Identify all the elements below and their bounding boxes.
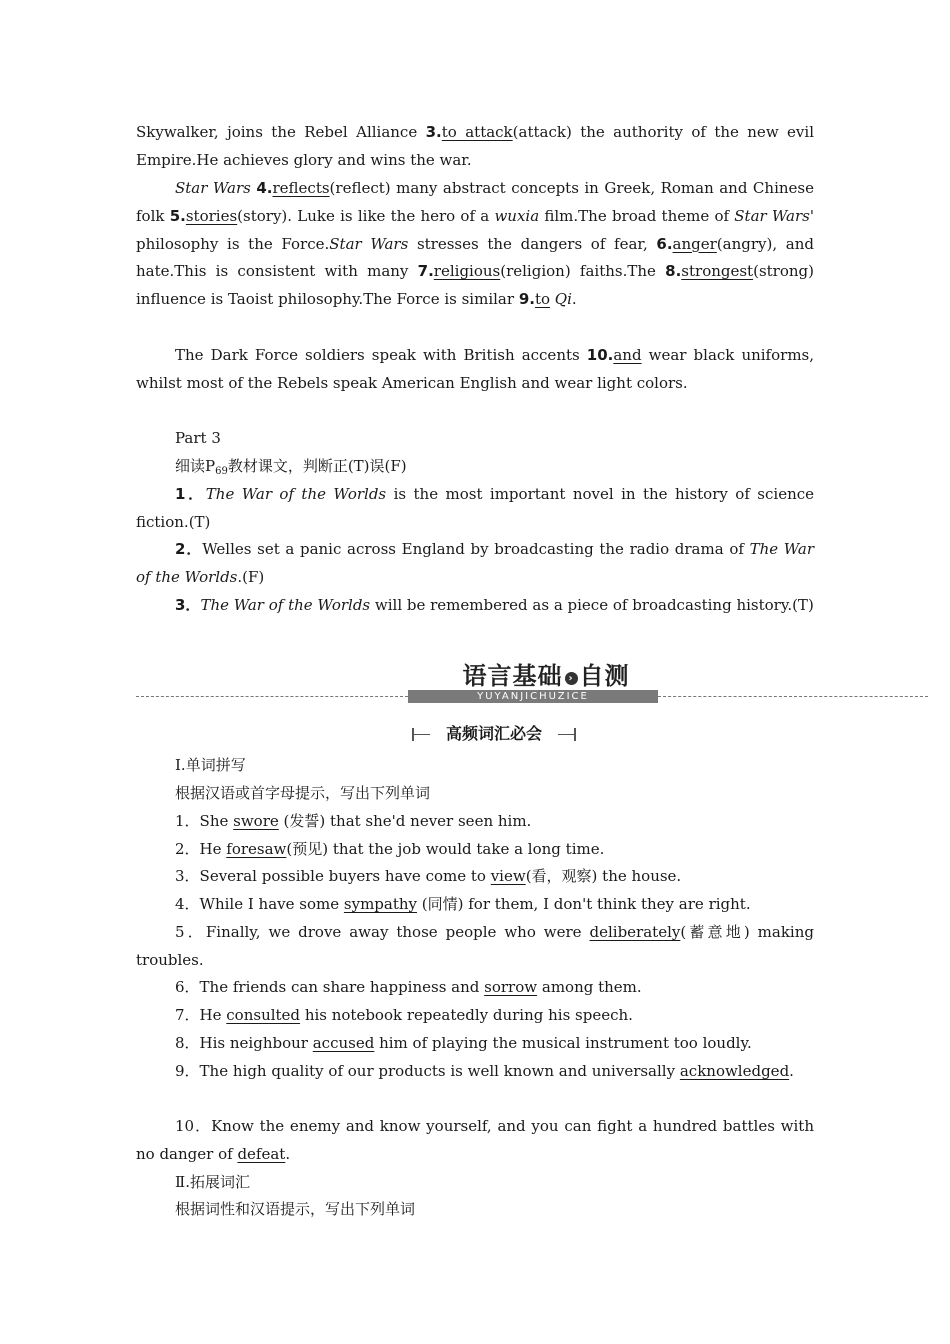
vocab-item-6: 6．The friends can share happiness and sorrow among them. xyxy=(175,978,642,996)
vocab-item-10: 10．Know the enemy and know yourself, and you can fight a hundred battles with no danger of defeat. xyxy=(136,1117,814,1163)
vocab-item-7: 7．He consulted his notebook repeatedly during his speech. xyxy=(175,1006,633,1024)
vocab-part1-instruction: 根据汉语或首字母提示，写出下列单词 xyxy=(175,784,431,802)
vocab-item-9: 9．The high quality of our products is well known and universally acknowledged. xyxy=(175,1062,794,1080)
section-label xyxy=(412,724,576,744)
part3-instruction: 细读$P_{69}$教材课文，判断正(T)误(F) xyxy=(175,457,407,477)
section-title: 高频词汇必会 xyxy=(430,724,558,744)
vocab-part2-heading: Ⅱ.拓展词汇 xyxy=(175,1173,250,1191)
paragraph-skywalker: Skywalker, joins the Rebel Alliance 3.to attack(attack) the authority of the new evil Empire.He achieves glory and wins the war. xyxy=(136,123,814,169)
paragraph-star-wars: Star Wars 4.reflects(reflect) many abstract concepts in Greek, Roman and Chinese folk 5.stories(story). Luke is like the hero of a wuxia film.The broad theme of Star Wars' philosophy is the Force.Star Wars stresses the dangers of fear, 6.anger(angry), and hate.This is consistent with many 7.religious(religion) faiths.The 8.strongest(strong) influence is Taoist philosophy.The Force is similar 9.to Qi. xyxy=(136,179,814,309)
banner-divider-right xyxy=(658,696,928,697)
answer-9: to xyxy=(534,290,551,309)
paragraph-dark-force: The Dark Force soldiers speak with British accents 10.and wear black uniforms, whilst most of the Rebels speak American English and wear light colors. xyxy=(136,346,815,392)
arrow-icon: › xyxy=(565,672,578,685)
vocab-item-8: 8．His neighbour accused him of playing the musical instrument too loudly. xyxy=(175,1034,752,1052)
answer-4: reflects xyxy=(272,179,330,197)
vocab-part1-heading: Ⅰ.单词拼写 xyxy=(175,756,246,774)
vocab-item-5: 5．Finally, we drove away those people who were deliberately(蓄意地) making troubles. xyxy=(136,923,814,969)
answer-10: and xyxy=(613,346,642,364)
vocab-item-3: 3．Several possible buyers have come to view(看，观察) the house. xyxy=(175,867,682,885)
section-banner xyxy=(136,656,928,706)
part3-heading: Part 3 xyxy=(175,429,221,447)
banner-title: 语言基础 › 自测 xyxy=(462,662,630,690)
vocab-item-1: 1．She swore (发誓) that she'd never seen him. xyxy=(175,812,532,830)
answer-3: to attack xyxy=(441,123,513,141)
banner-pinyin: YUYANJICHUZICE xyxy=(408,690,658,703)
answer-8: strongest xyxy=(681,262,754,281)
tf-question-1: 1．The War of the Worlds is the most important novel in the history of science fiction.(T) xyxy=(136,485,815,531)
vocab-part2-instruction: 根据词性和汉语提示，写出下列单词 xyxy=(175,1200,416,1218)
banner-divider-left xyxy=(136,696,408,697)
answer-6: anger xyxy=(672,234,717,253)
tf-question-3: 3．The War of the Worlds will be remembered as a piece of broadcasting history.(T) xyxy=(175,596,814,614)
answer-5: stories xyxy=(185,206,238,225)
answer-7: religious xyxy=(433,262,501,281)
vocab-item-4: 4．While I have some sympathy (同情) for them, I don't think they are right. xyxy=(175,895,751,913)
vocab-item-2: 2．He foresaw(预见) that the job would take a long time. xyxy=(175,840,605,858)
tf-question-2: 2．Welles set a panic across England by broadcasting the radio drama of The War of the Worlds.(F) xyxy=(136,540,814,586)
